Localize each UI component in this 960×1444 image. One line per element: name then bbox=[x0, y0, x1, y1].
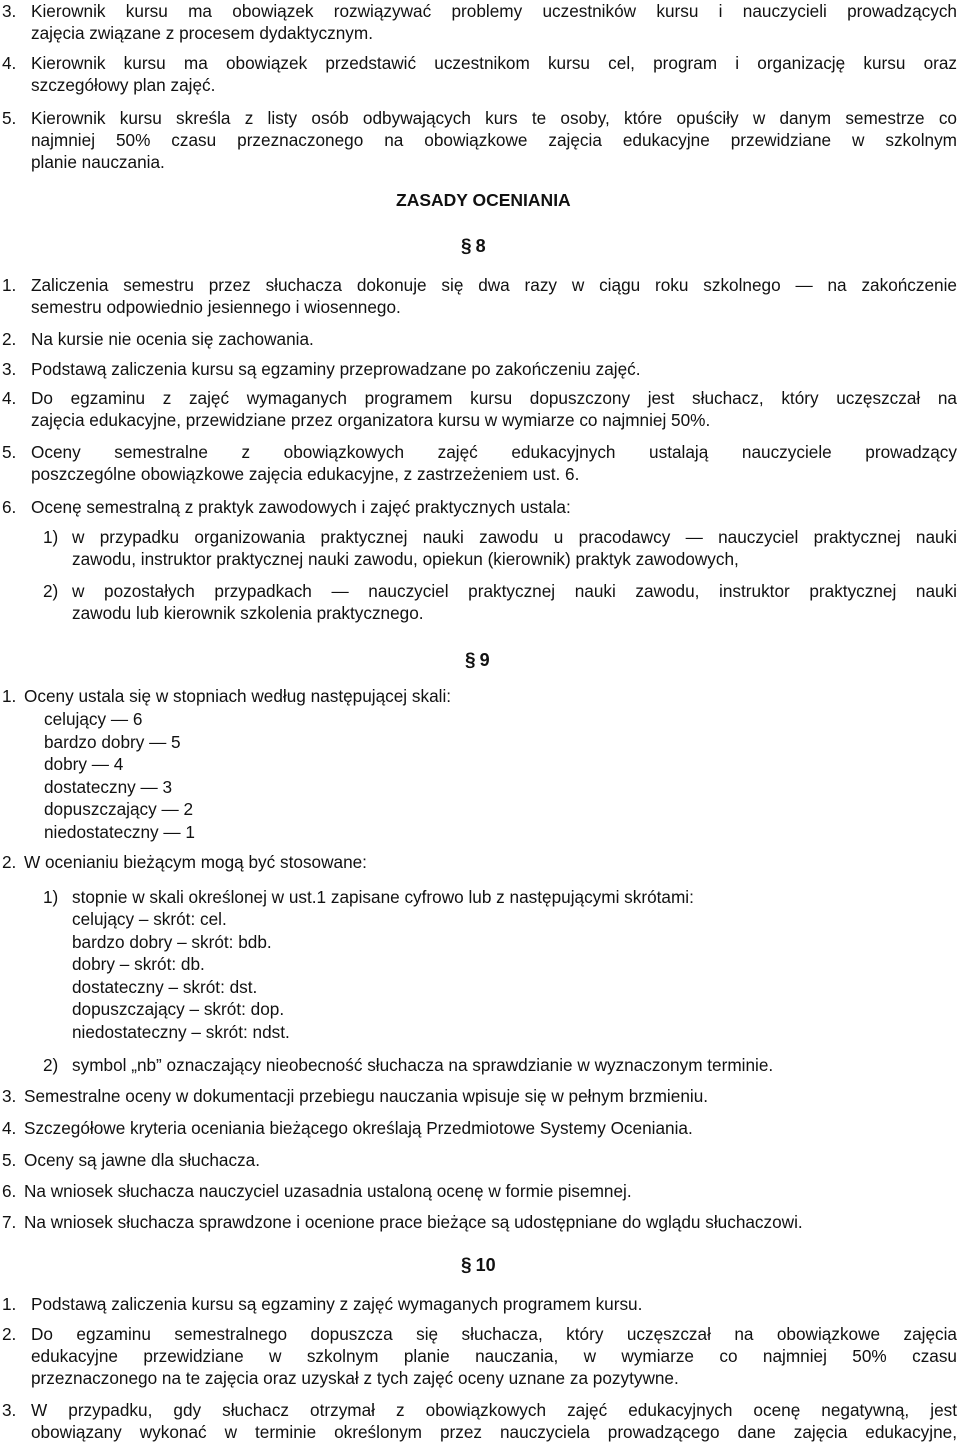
sub-item-number: 1) bbox=[43, 887, 59, 907]
item-text-line: Szczegółowe kryteria oceniania bieżącego określają Przedmiotowe Systemy Oceniania. bbox=[24, 1118, 693, 1138]
item-number: 4. bbox=[2, 1118, 17, 1138]
sub-item-number: 1) bbox=[43, 527, 59, 547]
section-number bbox=[465, 650, 490, 672]
item-number: 1. bbox=[2, 275, 17, 295]
item-number: 1. bbox=[2, 686, 17, 706]
item-number: 1. bbox=[2, 1294, 17, 1314]
item-text-line: Na kursie nie ocenia się zachowania. bbox=[31, 329, 314, 349]
grade-scale-entry: dostateczny — 3 bbox=[44, 777, 173, 797]
item-text-line: obowiązany wykonać w terminie określonym przez nauczyciela prowadzącego dane zajęcia edukacyjne, bbox=[31, 1422, 957, 1442]
item-text-line: semestru odpowiednio jesiennego i wiosennego. bbox=[31, 297, 401, 317]
section-number bbox=[461, 1255, 496, 1277]
item-text-line: Kierownik kursu skreśla z listy osób odbywających kurs te osoby, które opuściły w danym semestrze co bbox=[31, 108, 957, 128]
item-text-line: zajęcia edukacyjne, przewidziane przez organizatora kursu w wymiarze co najmniej 50%. bbox=[31, 410, 711, 430]
sub-item-number: 2) bbox=[43, 581, 59, 601]
section-number-value: 8 bbox=[475, 236, 486, 256]
abbreviation-entry: niedostateczny – skrót: ndst. bbox=[72, 1022, 290, 1042]
item-text-line: Kierownik kursu ma obowiązek rozwiązywać problemy uczestników kursu i nauczycieli prowadzących bbox=[31, 1, 957, 21]
grade-scale-entry: niedostateczny — 1 bbox=[44, 822, 195, 842]
item-number: 5. bbox=[2, 442, 17, 462]
paragraph-symbol: § bbox=[465, 650, 476, 671]
item-text-line: Ocenę semestralną z praktyk zawodowych i zajęć praktycznych ustala: bbox=[31, 497, 571, 517]
item-text-line: stopnie w skali określonej w ust.1 zapisane cyfrowo lub z następującymi skrótami: bbox=[72, 887, 694, 907]
item-text-line: najmniej 50% czasu przeznaczonego na obowiązkowe zajęcia edukacyjne przewidziane w szkolnym bbox=[31, 130, 957, 150]
item-number: 2. bbox=[2, 329, 17, 349]
item-text-line: zawodu lub kierownik szkolenia praktycznego. bbox=[72, 603, 424, 623]
item-text-line: w pozostałych przypadkach — nauczyciel praktycznej nauki zawodu, instruktor praktycznej nauki bbox=[72, 581, 957, 601]
grade-scale-entry: bardzo dobry — 5 bbox=[44, 732, 181, 752]
grade-scale-entry: dobry — 4 bbox=[44, 754, 124, 774]
sub-item-number: 2) bbox=[43, 1055, 59, 1075]
item-text-line: symbol „nb” oznaczający nieobecność słuchacza na sprawdzianie w wyznaczonym terminie. bbox=[72, 1055, 774, 1075]
item-number: 3. bbox=[2, 1, 17, 21]
item-text-line: Podstawą zaliczenia kursu są egzaminy przeprowadzane po zakończeniu zajęć. bbox=[31, 359, 641, 379]
item-number: 4. bbox=[2, 53, 17, 73]
item-number: 3. bbox=[2, 1400, 17, 1420]
item-text-line: Zaliczenia semestru przez słuchacza dokonuje się dwa razy w ciągu roku szkolnego — na zakończenie bbox=[31, 275, 957, 295]
item-number: 2. bbox=[2, 852, 17, 872]
item-text-line: edukacyjne przewidziane w szkolnym planie nauczania, w wymiarze co najmniej 50% czasu bbox=[31, 1346, 957, 1366]
item-number: 3. bbox=[2, 1086, 17, 1106]
item-number: 3. bbox=[2, 359, 17, 379]
item-number: 2. bbox=[2, 1324, 17, 1344]
item-number: 5. bbox=[2, 1150, 17, 1170]
item-number: 7. bbox=[2, 1212, 17, 1232]
paragraph-symbol: § bbox=[461, 236, 472, 257]
item-number: 6. bbox=[2, 1181, 17, 1201]
item-text-line: Oceny są jawne dla słuchacza. bbox=[24, 1150, 260, 1170]
item-number: 5. bbox=[2, 108, 17, 128]
item-text-line: Semestralne oceny w dokumentacji przebiegu nauczania wpisuje się w pełnym brzmieniu. bbox=[24, 1086, 709, 1106]
section-number bbox=[461, 236, 486, 258]
item-text-line: planie nauczania. bbox=[31, 152, 165, 172]
item-text-line: Oceny ustala się w stopniach według następującej skali: bbox=[24, 686, 452, 706]
section-heading: ZASADY OCENIANIA bbox=[396, 190, 571, 210]
item-text-line: zajęcia związane z procesem dydaktycznym. bbox=[31, 23, 373, 43]
section-number-value: 10 bbox=[475, 1255, 496, 1275]
abbreviation-entry: dostateczny – skrót: dst. bbox=[72, 977, 258, 997]
item-text-line: Do egzaminu semestralnego dopuszcza się słuchacza, który uczęszczał na obowiązkowe zajęcia bbox=[31, 1324, 957, 1344]
item-text-line: szczegółowy plan zajęć. bbox=[31, 75, 216, 95]
item-text-line: przeznaczonego na te zajęcia oraz uzyskał z tych zajęć oceny uznane za pozytywne. bbox=[31, 1368, 679, 1388]
item-text-line: poszczególne obowiązkowe zajęcia edukacyjne, z zastrzeżeniem ust. 6. bbox=[31, 464, 580, 484]
item-number: 6. bbox=[2, 497, 17, 517]
item-text-line: Kierownik kursu ma obowiązek przedstawić uczestnikom kursu cel, program i organizację kursu oraz bbox=[31, 53, 957, 73]
item-text-line: W przypadku, gdy słuchacz otrzymał z obowiązkowych zajęć edukacyjnych ocenę negatywną, jest bbox=[31, 1400, 957, 1420]
abbreviation-entry: dopuszczający – skrót: dop. bbox=[72, 999, 285, 1019]
item-text-line: Podstawą zaliczenia kursu są egzaminy z zajęć wymaganych programem kursu. bbox=[31, 1294, 643, 1314]
item-text-line: W ocenianiu bieżącym mogą być stosowane: bbox=[24, 852, 367, 872]
grade-scale-entry: dopuszczający — 2 bbox=[44, 799, 194, 819]
paragraph-symbol: § bbox=[461, 1255, 472, 1276]
item-text-line: Na wniosek słuchacza nauczyciel uzasadnia ustaloną ocenę w formie pisemnej. bbox=[24, 1181, 632, 1201]
item-text-line: Na wniosek słuchacza sprawdzone i ocenione prace bieżące są udostępniane do wglądu słuchaczowi. bbox=[24, 1212, 803, 1232]
abbreviation-entry: celujący – skrót: cel. bbox=[72, 909, 227, 929]
grade-scale-entry: celujący — 6 bbox=[44, 709, 143, 729]
item-text-line: w przypadku organizowania praktycznej nauki zawodu u pracodawcy — nauczyciel praktycznej nauki bbox=[72, 527, 957, 547]
abbreviation-entry: dobry – skrót: db. bbox=[72, 954, 205, 974]
item-text-line: Do egzaminu z zajęć wymaganych programem kursu dopuszczony jest słuchacz, który uczęszczał na bbox=[31, 388, 957, 408]
item-text-line: Oceny semestralne z obowiązkowych zajęć edukacyjnych ustalają nauczyciele prowadzący bbox=[31, 442, 957, 462]
section-number-value: 9 bbox=[479, 650, 490, 670]
abbreviation-entry: bardzo dobry – skrót: bdb. bbox=[72, 932, 272, 952]
item-number: 4. bbox=[2, 388, 17, 408]
item-text-line: zawodu, instruktor praktycznej nauki zawodu, opiekun (kierownik) praktyk zawodowych, bbox=[72, 549, 739, 569]
